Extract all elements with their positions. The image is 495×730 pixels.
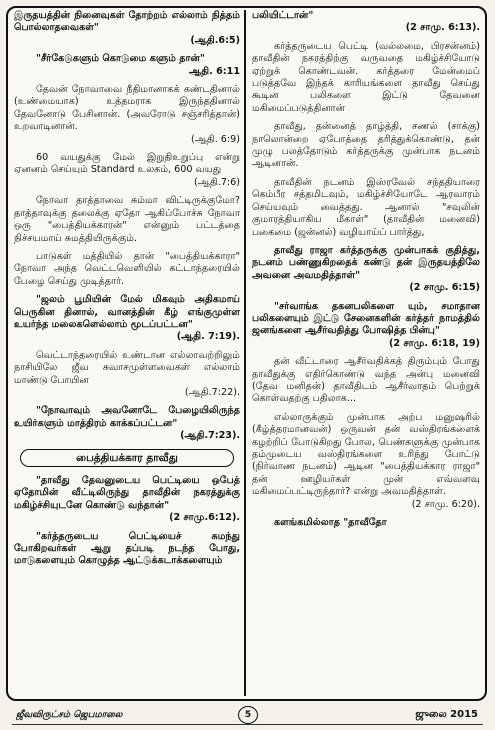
scripture-ref: (ஆதி.7:22).	[184, 386, 240, 398]
paragraph	[252, 10, 480, 35]
scripture-ref: (ஆதி. 7:19).	[176, 331, 240, 343]
paragraph	[14, 84, 240, 146]
paragraph	[252, 356, 480, 406]
scripture-ref: (2 சாமு. 6:15)	[409, 282, 480, 294]
column-divider	[244, 10, 246, 696]
right-column	[252, 10, 480, 696]
scripture-ref: (ஆதி.7:23).	[180, 430, 240, 442]
paragraph	[252, 41, 480, 115]
paragraph-text: தாவீது ராஜா கர்த்தருக்கு முன்பாகக் குதித்து, நடனம் பண்ணுகிறதைக் கண்டு தன் இருதயத்திலே அவனை அவமதித்தாள்"	[252, 244, 480, 281]
paragraph-text: இருதயத்தின் நினைவுகள் தோற்றம் எல்லாம் நித்தம் பொல்லாதவைகள்"	[14, 10, 240, 34]
paragraph-text: "சீர்கேடுகளும் கொடுமை களும் தான்"	[36, 53, 205, 65]
magazine-name: ஜீவவிருட்சம் ஜெபமாலை	[16, 710, 123, 720]
page-footer	[12, 706, 484, 724]
paragraph	[14, 152, 240, 189]
paragraph	[252, 121, 480, 171]
section-heading: பைத்தியக்கார தாவீது	[20, 449, 234, 467]
scripture-ref: (2 சாமு.6:12).	[169, 512, 240, 524]
paragraph-text: தேவன் நோவாவை நீதிமானாகக் கண்டதினால் (உண்மையாக) உத்தமராக இருந்ததினால் தேவனோடு பேசினான். (அவரோடு சஞ்சரித்தான்) உறவாடினான்.	[14, 84, 240, 133]
left-column	[14, 10, 240, 696]
paragraph	[14, 405, 240, 442]
paragraph-text: "தாவீது தேவனுடைய பெட்டியை ஒபேத் ஏதோமின் வீட்டிலிருந்து தாவீதின் நகரத்துக்கு மகிழ்ச்சியுடனே கொண்டு வந்தான்"	[14, 475, 240, 511]
paragraph	[14, 53, 240, 78]
scripture-ref: (ஆதி. 6:9)	[190, 133, 240, 145]
paragraph-text: "கர்த்தருடைய பெட்டியைச் சுமந்து போகிறவர்கள் ஆறு தப்படி நடந்த போது, மாடுகளையும் கொழுத்த ஆட்டுக்கடாக்களையும்	[14, 530, 240, 567]
paragraph-text: "நோவாவும் அவனோடே பேழையிலிருந்த உயிர்களும் மாத்திரம் காக்கப்பட்டன"	[14, 405, 240, 429]
scripture-ref: (ஆதி.6:5)	[190, 34, 240, 46]
scripture-ref: (2 சாமு. 6:20).	[411, 498, 480, 510]
paragraph-text: "சர்வாங்க தகனபலிகளை யும், சமாதான பலிகளையும் இட்டு சேனைகளின் கர்த்தர் நாமத்தில் ஜனங்களை ஆசீர்வதித்து போஷித்த பின்பு"	[252, 300, 480, 337]
issue-date: ஜுலை 2015	[415, 709, 478, 720]
scripture-ref: (2 சாமு. 6:13).	[405, 22, 480, 34]
paragraph	[14, 10, 240, 47]
paragraph	[14, 294, 240, 344]
paragraph-text: 60 வயதுக்கு மேல் இறுதிஉறுப்பு என்று ஏனனம் செய்யும் Standard உலகம், 600 வயது	[14, 152, 240, 176]
paragraph-text: களங்கமில்லாத "தாவீதோ	[274, 517, 387, 529]
paragraph	[14, 195, 240, 245]
page-number: 5	[238, 706, 258, 724]
scripture-ref: (ஆதி.7:6)	[194, 176, 240, 188]
paragraph-text: கர்த்தருடைய பெட்டி (வல்லமை, பிரசன்னம்) தாவீதின் நகரத்திற்கு வருவதை மகிழ்ச்சியோடு ஏற்றுக் கொண்டவன். கர்த்தரை மேன்மைப் படுத்தவே இந்தக் காரியங்களை தாவீது செய்து கூடின பலிகளை இட்டு தேவனை மகிமைப்படுத்தினான்	[252, 40, 480, 114]
paragraph-text: எல்லாருக்கும் முன்பாக அற்ப மனுஷரில் (கீழ்த்தரமானவன்) ஒருவன் தன் வஸ்திரங்களைக் கழற்றிப் போடுகிறது போல, பெண்களுக்கு முன்பாக தம்முடைய வஸ்திரங்களை உரிந்து போட்டு (நிர்வாண நடனம்) ஆடின "பைத்தியக்கார ராஜா" தன் ஊழியர்கள் முன் எவ்வளவு மகிமைப்பட்டிருந்தார்? என்று அவமதித்தாள்.	[252, 411, 480, 498]
paragraph	[14, 350, 240, 400]
paragraph	[252, 517, 480, 529]
paragraph-text: "ஜலம் பூமியின் மேல் மிகவும் அதிகமாய் பெருகின தினால், வானத்தின் கீழ் எங்குமுள்ள உயர்ந்த மலைகளெல்லாம் மூடப்பட்டன"	[14, 294, 240, 330]
paragraph	[14, 475, 240, 525]
paragraph-text: தாவீதின் நடனம் இஸ்ரவேல் சந்ததியாரை கெம்பீர சத்தமிடவும், மகிழ்ச்சியோடே ஆரவாரம் செய்யவும் வைத்தது. ஆனால் "சவுலின் குமாரத்தியாகிய மீகாள்" (தாவீதின் மனைவி) பகைமை (ஜன்னல்) வழியாய்ப் பார்த்து,	[252, 176, 480, 238]
paragraph-text: தாவீது, தன்னைத் தாழ்த்தி, சணல் (சாக்கு) நாலொன்றை ஏபோத்தை தரித்துக்கொண்டு, தன் முழு பலத்தோடும் கர்த்தருக்கு முன்பாக நடனம் ஆடினான்.	[252, 121, 480, 170]
paragraph-text: வெட்டாந்தரையில் உண்டான எல்லாவற்றிலும் நாசியிலே ஜீவ சுவாசமுள்ளவைகள் எல்லாம் மாண்டு போயின	[14, 349, 240, 386]
paragraph	[252, 177, 480, 239]
paragraph	[252, 245, 480, 295]
scripture-ref: ஆதி. 6:11	[189, 65, 240, 77]
paragraph-text: நோவா தாத்தாவை சும்மா விட்டிருக்குமோ? தாத்தாவுக்கு தலைக்கு ஏதோ ஆகிப்போச்சு நோவா ஒரு "பைத்தியக்காரன்" என்னும் பட்டத்தை நிச்சயமாய் சுமத்தியிருக்கும்.	[14, 195, 240, 244]
paragraph	[252, 412, 480, 511]
paragraph-text: பாடுகள் மத்தியில் தான் "பைத்தியக்காரா" நோவா அந்த வெட்டவெளியில் கட்டாந்தரையில் பேழை செய்து முடித்தார்.	[14, 250, 240, 287]
paragraph	[14, 531, 240, 568]
paragraph-text: பலியிட்டான்"	[252, 10, 314, 21]
scripture-ref: (2 சாமு. 6:18, 19)	[389, 337, 480, 349]
paragraph	[14, 251, 240, 288]
footer-rule	[12, 724, 483, 725]
paragraph	[252, 301, 480, 351]
paragraph-text: தன் வீட்டாரை ஆசீர்வதிக்கத் திரும்பும் போது தாவீதுக்கு எதிர்கொண்டு வந்த அன்பு மனைவி (தேவ மனிதன்) தாவீதிடம் ஆசீர்வாதம் பெற்றுக் கொள்வதற்கு பதிலாக...	[252, 356, 480, 405]
